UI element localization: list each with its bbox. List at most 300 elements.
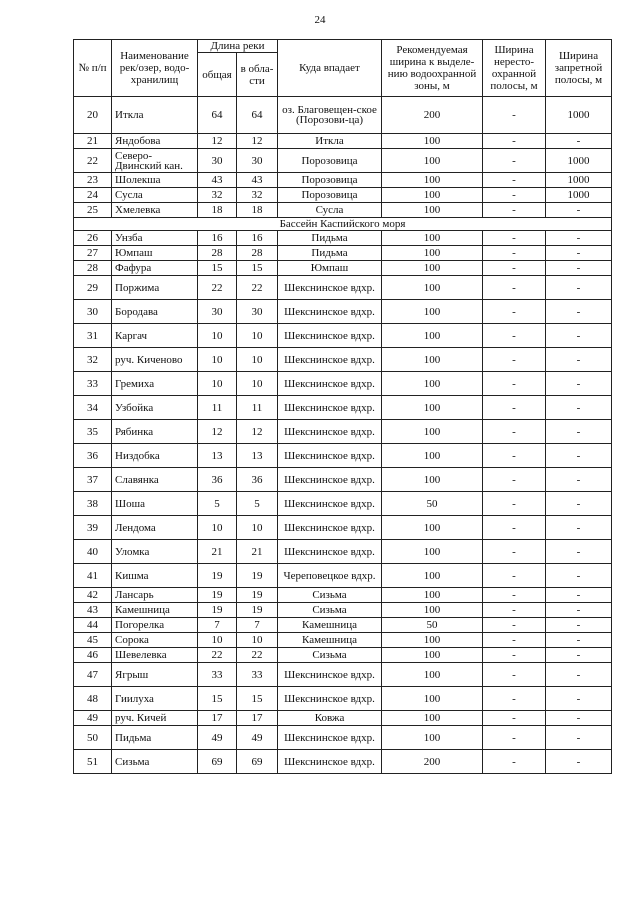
cell-mouth: Череповецкое вдхр. <box>278 564 382 588</box>
cell-name: Погорелка <box>112 618 198 633</box>
cell-ban: 1000 <box>546 188 612 203</box>
cell-ban: - <box>546 203 612 218</box>
cell-region: 16 <box>237 231 278 246</box>
cell-name: Каргач <box>112 324 198 348</box>
cell-n: 51 <box>74 750 112 774</box>
table-row <box>74 276 612 300</box>
cell-total: 21 <box>198 540 237 564</box>
cell-n: 26 <box>74 231 112 246</box>
cell-n: 45 <box>74 633 112 648</box>
cell-spawn: - <box>483 603 546 618</box>
cell-ban: - <box>546 603 612 618</box>
cell-zone: 100 <box>382 231 483 246</box>
cell-name: Сизьма <box>112 750 198 774</box>
cell-region: 10 <box>237 372 278 396</box>
cell-ban: - <box>546 564 612 588</box>
cell-region: 64 <box>237 97 278 134</box>
cell-zone: 200 <box>382 97 483 134</box>
cell-mouth: оз. Благовещен-ское (Порозови-ца) <box>278 97 382 134</box>
cell-n: 28 <box>74 261 112 276</box>
rivers-table <box>73 39 612 774</box>
cell-n: 35 <box>74 420 112 444</box>
cell-ban: - <box>546 420 612 444</box>
cell-region: 19 <box>237 603 278 618</box>
cell-spawn: - <box>483 188 546 203</box>
cell-name: Гремиха <box>112 372 198 396</box>
cell-region: 12 <box>237 420 278 444</box>
cell-region: 10 <box>237 324 278 348</box>
cell-total: 17 <box>198 711 237 726</box>
cell-region: 11 <box>237 396 278 420</box>
table-row <box>74 564 612 588</box>
cell-n: 38 <box>74 492 112 516</box>
table-row <box>74 588 612 603</box>
cell-total: 19 <box>198 603 237 618</box>
cell-zone: 100 <box>382 603 483 618</box>
cell-name: Унзба <box>112 231 198 246</box>
cell-region: 33 <box>237 663 278 687</box>
table-row <box>74 618 612 633</box>
cell-ban: - <box>546 687 612 711</box>
cell-n: 39 <box>74 516 112 540</box>
cell-name: Яндобова <box>112 134 198 149</box>
table-row <box>74 420 612 444</box>
cell-spawn: - <box>483 231 546 246</box>
cell-spawn: - <box>483 276 546 300</box>
cell-ban: - <box>546 492 612 516</box>
cell-total: 10 <box>198 348 237 372</box>
cell-total: 18 <box>198 203 237 218</box>
cell-n: 34 <box>74 396 112 420</box>
cell-ban: 1000 <box>546 97 612 134</box>
cell-region: 36 <box>237 468 278 492</box>
cell-mouth: Ковжа <box>278 711 382 726</box>
header-mouth: Куда впадает <box>278 40 382 97</box>
cell-region: 13 <box>237 444 278 468</box>
header-total: общая <box>198 53 237 97</box>
cell-n: 27 <box>74 246 112 261</box>
cell-spawn: - <box>483 492 546 516</box>
cell-n: 25 <box>74 203 112 218</box>
cell-mouth: Сизьма <box>278 648 382 663</box>
cell-zone: 100 <box>382 246 483 261</box>
cell-name: Шоша <box>112 492 198 516</box>
cell-zone: 100 <box>382 372 483 396</box>
cell-ban: - <box>546 396 612 420</box>
cell-total: 5 <box>198 492 237 516</box>
cell-total: 30 <box>198 149 237 173</box>
cell-spawn: - <box>483 540 546 564</box>
table-row <box>74 324 612 348</box>
cell-spawn: - <box>483 633 546 648</box>
cell-spawn: - <box>483 663 546 687</box>
header-ban: Ширина запретной полосы, м <box>546 40 612 97</box>
table-row <box>74 540 612 564</box>
cell-n: 44 <box>74 618 112 633</box>
cell-region: 10 <box>237 516 278 540</box>
cell-ban: - <box>546 588 612 603</box>
cell-n: 49 <box>74 711 112 726</box>
cell-name: Хмелевка <box>112 203 198 218</box>
cell-zone: 100 <box>382 663 483 687</box>
cell-ban: - <box>546 663 612 687</box>
cell-name: Юмпаш <box>112 246 198 261</box>
cell-total: 30 <box>198 300 237 324</box>
table-row <box>74 203 612 218</box>
cell-ban: - <box>546 246 612 261</box>
table-row <box>74 468 612 492</box>
cell-ban: - <box>546 468 612 492</box>
cell-ban: - <box>546 750 612 774</box>
cell-spawn: - <box>483 444 546 468</box>
table-row <box>74 663 612 687</box>
table-row <box>74 261 612 276</box>
cell-name: Кишма <box>112 564 198 588</box>
cell-mouth: Порозовица <box>278 173 382 188</box>
cell-zone: 100 <box>382 420 483 444</box>
table-body-after <box>74 231 612 774</box>
cell-name: Рябинка <box>112 420 198 444</box>
cell-region: 30 <box>237 300 278 324</box>
cell-name: Северо-Двинский кан. <box>112 149 198 173</box>
cell-mouth: Сизьма <box>278 588 382 603</box>
cell-ban: - <box>546 711 612 726</box>
table-row <box>74 173 612 188</box>
cell-mouth: Шекснинское вдхр. <box>278 420 382 444</box>
cell-name: Пидьма <box>112 726 198 750</box>
section-row-group <box>74 218 612 231</box>
table-row <box>74 687 612 711</box>
cell-n: 21 <box>74 134 112 149</box>
cell-mouth: Шекснинское вдхр. <box>278 348 382 372</box>
cell-name: Славянка <box>112 468 198 492</box>
cell-region: 10 <box>237 348 278 372</box>
cell-mouth: Шекснинское вдхр. <box>278 726 382 750</box>
cell-ban: 1000 <box>546 173 612 188</box>
cell-zone: 100 <box>382 468 483 492</box>
cell-name: Иткла <box>112 97 198 134</box>
cell-ban: - <box>546 324 612 348</box>
cell-name: Лендома <box>112 516 198 540</box>
cell-ban: - <box>546 648 612 663</box>
cell-spawn: - <box>483 348 546 372</box>
table-row <box>74 711 612 726</box>
cell-ban: - <box>546 516 612 540</box>
table-row <box>74 372 612 396</box>
cell-name: Узбойка <box>112 396 198 420</box>
cell-n: 31 <box>74 324 112 348</box>
cell-zone: 100 <box>382 134 483 149</box>
cell-total: 22 <box>198 648 237 663</box>
cell-zone: 100 <box>382 396 483 420</box>
cell-mouth: Порозовица <box>278 149 382 173</box>
table-row <box>74 149 612 173</box>
cell-zone: 100 <box>382 711 483 726</box>
cell-spawn: - <box>483 203 546 218</box>
table-row <box>74 444 612 468</box>
cell-zone: 100 <box>382 633 483 648</box>
table-row <box>74 97 612 134</box>
cell-zone: 100 <box>382 300 483 324</box>
cell-total: 43 <box>198 173 237 188</box>
cell-region: 43 <box>237 173 278 188</box>
cell-region: 69 <box>237 750 278 774</box>
cell-total: 19 <box>198 588 237 603</box>
cell-n: 43 <box>74 603 112 618</box>
cell-mouth: Шекснинское вдхр. <box>278 468 382 492</box>
cell-ban: - <box>546 134 612 149</box>
cell-spawn: - <box>483 516 546 540</box>
page-number: 24 <box>314 14 326 26</box>
cell-mouth: Шекснинское вдхр. <box>278 444 382 468</box>
cell-zone: 100 <box>382 324 483 348</box>
table-row <box>74 750 612 774</box>
cell-spawn: - <box>483 711 546 726</box>
cell-spawn: - <box>483 300 546 324</box>
table-row <box>74 633 612 648</box>
cell-ban: 1000 <box>546 149 612 173</box>
cell-mouth: Шекснинское вдхр. <box>278 750 382 774</box>
header-spawn: Ширина нересто-охранной полосы, м <box>483 40 546 97</box>
cell-total: 36 <box>198 468 237 492</box>
cell-total: 10 <box>198 372 237 396</box>
cell-region: 19 <box>237 564 278 588</box>
cell-n: 33 <box>74 372 112 396</box>
cell-zone: 100 <box>382 540 483 564</box>
cell-zone: 100 <box>382 516 483 540</box>
cell-spawn: - <box>483 687 546 711</box>
cell-mouth: Пидьма <box>278 246 382 261</box>
cell-spawn: - <box>483 468 546 492</box>
cell-zone: 100 <box>382 276 483 300</box>
cell-mouth: Шекснинское вдхр. <box>278 663 382 687</box>
cell-name: Уломка <box>112 540 198 564</box>
cell-n: 50 <box>74 726 112 750</box>
cell-n: 24 <box>74 188 112 203</box>
cell-spawn: - <box>483 588 546 603</box>
cell-region: 22 <box>237 648 278 663</box>
cell-total: 16 <box>198 231 237 246</box>
cell-total: 7 <box>198 618 237 633</box>
table-row <box>74 603 612 618</box>
header-name: Наименование рек/озер, водо-хранилищ <box>112 40 198 97</box>
table-row <box>74 231 612 246</box>
cell-mouth: Шекснинское вдхр. <box>278 300 382 324</box>
table-header <box>74 40 612 97</box>
table-row <box>74 492 612 516</box>
cell-zone: 100 <box>382 203 483 218</box>
table-row <box>74 348 612 372</box>
cell-total: 12 <box>198 134 237 149</box>
cell-region: 21 <box>237 540 278 564</box>
cell-ban: - <box>546 300 612 324</box>
cell-n: 41 <box>74 564 112 588</box>
cell-spawn: - <box>483 396 546 420</box>
cell-name: Поржима <box>112 276 198 300</box>
cell-ban: - <box>546 540 612 564</box>
cell-total: 69 <box>198 750 237 774</box>
table-body-before <box>74 97 612 218</box>
cell-name: руч. Кичей <box>112 711 198 726</box>
cell-spawn: - <box>483 246 546 261</box>
cell-name: Сорока <box>112 633 198 648</box>
table-row <box>74 134 612 149</box>
cell-n: 48 <box>74 687 112 711</box>
cell-total: 13 <box>198 444 237 468</box>
cell-ban: - <box>546 231 612 246</box>
table-row <box>74 188 612 203</box>
header-num: № п/п <box>74 40 112 97</box>
cell-n: 20 <box>74 97 112 134</box>
header-region: в обла-сти <box>237 53 278 97</box>
table-row <box>74 516 612 540</box>
cell-mouth: Шекснинское вдхр. <box>278 540 382 564</box>
cell-spawn: - <box>483 564 546 588</box>
cell-spawn: - <box>483 173 546 188</box>
cell-name: Шолекша <box>112 173 198 188</box>
cell-total: 32 <box>198 188 237 203</box>
cell-total: 10 <box>198 633 237 648</box>
cell-region: 7 <box>237 618 278 633</box>
table-row <box>74 648 612 663</box>
cell-n: 40 <box>74 540 112 564</box>
cell-zone: 100 <box>382 588 483 603</box>
cell-mouth: Сизьма <box>278 603 382 618</box>
cell-n: 29 <box>74 276 112 300</box>
cell-n: 36 <box>74 444 112 468</box>
cell-name: Фафура <box>112 261 198 276</box>
table-row <box>74 246 612 261</box>
cell-region: 28 <box>237 246 278 261</box>
cell-region: 15 <box>237 687 278 711</box>
cell-name: Ягрыш <box>112 663 198 687</box>
cell-name: Низдобка <box>112 444 198 468</box>
cell-total: 15 <box>198 261 237 276</box>
cell-name: руч. Киченово <box>112 348 198 372</box>
cell-region: 22 <box>237 276 278 300</box>
cell-name: Шевелевка <box>112 648 198 663</box>
cell-total: 10 <box>198 324 237 348</box>
cell-mouth: Юмпаш <box>278 261 382 276</box>
cell-spawn: - <box>483 261 546 276</box>
cell-mouth: Шекснинское вдхр. <box>278 396 382 420</box>
cell-total: 12 <box>198 420 237 444</box>
cell-mouth: Иткла <box>278 134 382 149</box>
cell-spawn: - <box>483 97 546 134</box>
cell-region: 49 <box>237 726 278 750</box>
cell-region: 19 <box>237 588 278 603</box>
cell-spawn: - <box>483 372 546 396</box>
header-zone: Рекомендуемая ширина к выделе-нию водоохранной зоны, м <box>382 40 483 97</box>
cell-zone: 100 <box>382 188 483 203</box>
cell-spawn: - <box>483 134 546 149</box>
cell-total: 11 <box>198 396 237 420</box>
cell-zone: 100 <box>382 348 483 372</box>
cell-n: 42 <box>74 588 112 603</box>
section-caspian: Бассейн Каспийского моря <box>74 218 612 231</box>
cell-ban: - <box>546 276 612 300</box>
cell-mouth: Пидьма <box>278 231 382 246</box>
cell-zone: 100 <box>382 261 483 276</box>
cell-spawn: - <box>483 420 546 444</box>
cell-ban: - <box>546 372 612 396</box>
cell-n: 47 <box>74 663 112 687</box>
cell-mouth: Камешница <box>278 633 382 648</box>
cell-name: Камешница <box>112 603 198 618</box>
cell-spawn: - <box>483 618 546 633</box>
cell-n: 22 <box>74 149 112 173</box>
cell-total: 15 <box>198 687 237 711</box>
cell-zone: 50 <box>382 492 483 516</box>
cell-mouth: Шекснинское вдхр. <box>278 516 382 540</box>
table-row <box>74 300 612 324</box>
cell-name: Сусла <box>112 188 198 203</box>
cell-mouth: Шекснинское вдхр. <box>278 687 382 711</box>
cell-name: Лансарь <box>112 588 198 603</box>
cell-total: 28 <box>198 246 237 261</box>
cell-region: 15 <box>237 261 278 276</box>
cell-ban: - <box>546 633 612 648</box>
cell-mouth: Шекснинское вдхр. <box>278 324 382 348</box>
cell-spawn: - <box>483 750 546 774</box>
cell-zone: 50 <box>382 618 483 633</box>
cell-region: 12 <box>237 134 278 149</box>
cell-mouth: Шекснинское вдхр. <box>278 492 382 516</box>
cell-region: 18 <box>237 203 278 218</box>
cell-ban: - <box>546 618 612 633</box>
cell-n: 32 <box>74 348 112 372</box>
cell-total: 64 <box>198 97 237 134</box>
cell-spawn: - <box>483 149 546 173</box>
cell-total: 10 <box>198 516 237 540</box>
cell-zone: 100 <box>382 444 483 468</box>
cell-mouth: Шекснинское вдхр. <box>278 372 382 396</box>
table-row <box>74 396 612 420</box>
cell-total: 19 <box>198 564 237 588</box>
cell-zone: 100 <box>382 687 483 711</box>
cell-zone: 100 <box>382 173 483 188</box>
cell-spawn: - <box>483 324 546 348</box>
header-length: Длина реки <box>198 40 278 53</box>
cell-region: 5 <box>237 492 278 516</box>
cell-region: 32 <box>237 188 278 203</box>
cell-name: Бородава <box>112 300 198 324</box>
cell-zone: 100 <box>382 648 483 663</box>
cell-region: 30 <box>237 149 278 173</box>
cell-ban: - <box>546 348 612 372</box>
cell-n: 46 <box>74 648 112 663</box>
table-row <box>74 726 612 750</box>
cell-total: 49 <box>198 726 237 750</box>
cell-n: 37 <box>74 468 112 492</box>
cell-mouth: Сусла <box>278 203 382 218</box>
cell-spawn: - <box>483 726 546 750</box>
cell-mouth: Шекснинское вдхр. <box>278 276 382 300</box>
cell-mouth: Камешница <box>278 618 382 633</box>
cell-spawn: - <box>483 648 546 663</box>
cell-zone: 100 <box>382 564 483 588</box>
cell-region: 10 <box>237 633 278 648</box>
cell-mouth: Порозовица <box>278 188 382 203</box>
cell-n: 30 <box>74 300 112 324</box>
cell-total: 33 <box>198 663 237 687</box>
cell-name: Гиилуха <box>112 687 198 711</box>
cell-total: 22 <box>198 276 237 300</box>
cell-region: 17 <box>237 711 278 726</box>
cell-ban: - <box>546 726 612 750</box>
cell-zone: 100 <box>382 726 483 750</box>
cell-ban: - <box>546 261 612 276</box>
